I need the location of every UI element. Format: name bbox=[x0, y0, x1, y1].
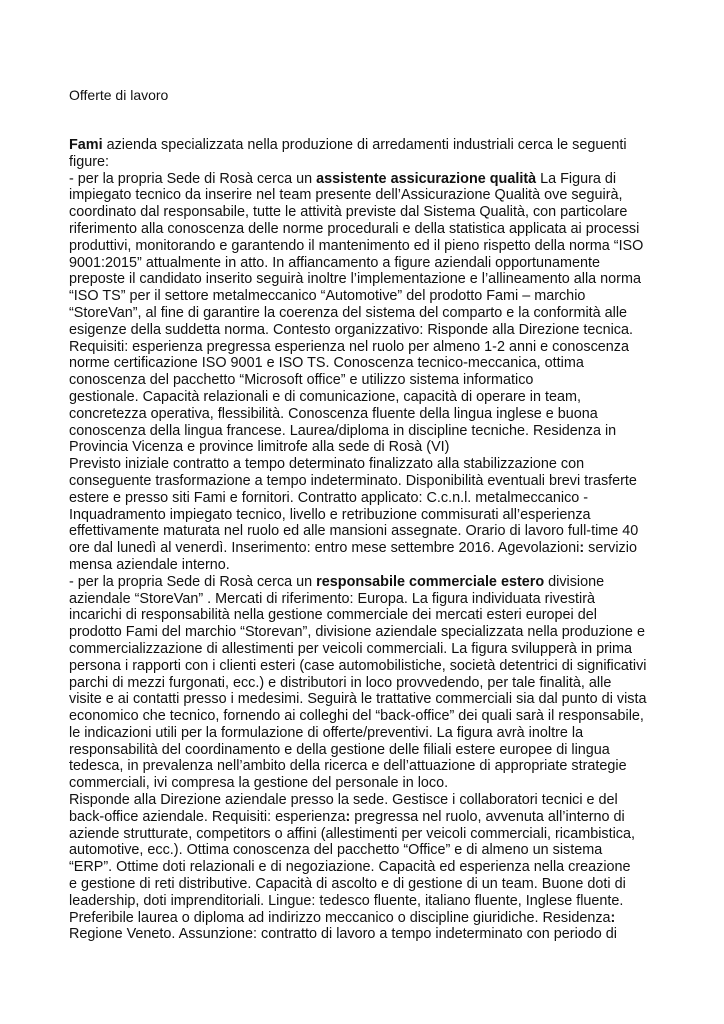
text-segment: conseguente trasformazione a tempo indeterminato. Disponibilità eventuali brevi trasferte bbox=[69, 472, 637, 489]
bold-text: assistente assicurazione qualità bbox=[316, 170, 537, 187]
text-segment: produttivi, monitorando e garantendo il mantenimento ed il pieno rispetto della norma “ISO bbox=[69, 237, 644, 254]
text-segment: esigenze della suddetta norma. Contesto organizzativo: Risponde alla Direzione tecnica. bbox=[69, 321, 633, 338]
text-line bbox=[69, 305, 669, 322]
text-segment: riferimento alla conoscenza delle norme procedurali e della statistica applicata ai processi bbox=[69, 220, 640, 237]
text-segment: Provincia Vicenza e province limitrofe alla sede di Rosà (VI) bbox=[69, 439, 450, 456]
text-line bbox=[69, 926, 669, 943]
text-line bbox=[69, 187, 669, 204]
text-segment: impiegato tecnico da inserire nel team presente dell’Assicurazione Qualità ove seguirà, bbox=[69, 187, 623, 204]
text-line bbox=[69, 322, 669, 339]
text-segment: aziendale “StoreVan” . Mercati di riferimento: Europa. La figura individuata rivestirà bbox=[69, 590, 596, 607]
text-segment: automotive, ecc.). Ottima conoscenza del pacchetto “Office” e di almeno un sistema bbox=[69, 842, 603, 859]
text-segment: leadership, doti imprenditoriali. Lingue: tedesco fluente, italiano fluente, Inglese fluente. bbox=[69, 892, 624, 909]
text-segment: economico che tecnico, fornendo ai colleghi del “back-office” dei quali sarà il responsabile, bbox=[69, 708, 644, 725]
text-segment: azienda specializzata nella produzione di arredamenti industriali cerca le seguenti bbox=[102, 137, 627, 153]
text-line bbox=[69, 221, 669, 238]
text-line bbox=[69, 507, 669, 524]
text-segment: norme certificazione ISO 9001 e ISO TS. Conoscenza tecnico-meccanica, ottima bbox=[69, 355, 584, 372]
text-line bbox=[69, 624, 669, 641]
text-line bbox=[69, 910, 669, 927]
text-line bbox=[69, 423, 669, 440]
text-segment: pregressa nel ruolo, avvenuta all’interno di bbox=[350, 808, 625, 825]
text-segment: Regione Veneto. Assunzione: contratto di lavoro a tempo indeterminato con periodo di bbox=[69, 926, 617, 943]
text-line bbox=[69, 826, 669, 843]
text-line bbox=[69, 607, 669, 624]
document-heading: Offerte di lavoro bbox=[69, 87, 169, 103]
text-segment: “ISO TS” per il settore metalmeccanico “Automotive” del prodotto Fami – marchio bbox=[69, 288, 586, 305]
text-segment: divisione bbox=[544, 573, 605, 590]
text-line bbox=[69, 591, 669, 608]
text-line bbox=[69, 171, 669, 188]
text-line bbox=[69, 523, 669, 540]
text-segment: figure: bbox=[69, 153, 109, 170]
text-segment: “ERP”. Ottime doti relazionali e di negoziazione. Capacità ed esperienza nella creazione bbox=[69, 859, 631, 876]
text-line bbox=[69, 372, 669, 389]
text-segment: tedesca, in prevalenza nell’ambito della ricerca e dell’attuazione di appropriate strategie bbox=[69, 758, 627, 775]
text-segment: servizio bbox=[584, 540, 637, 557]
text-line bbox=[69, 406, 669, 423]
text-segment: Requisiti: esperienza pregressa esperienza nel ruolo per almeno 1-2 anni e conoscenza bbox=[69, 338, 629, 355]
text-segment: e gestione di reti distributive. Capacità di ascolto e di gestione di un team. Buone doti di bbox=[69, 876, 626, 893]
text-segment: Risponde alla Direzione aziendale presso la sede. Gestisce i collaboratori tecnici e del bbox=[69, 792, 618, 809]
text-line bbox=[69, 204, 669, 221]
text-segment: incarichi di responsabilità nella gestione commerciale dei mercati esteri europei del bbox=[69, 607, 597, 624]
bold-text: : bbox=[579, 540, 585, 557]
text-line bbox=[69, 708, 669, 725]
text-segment: concretezza operativa, flessibilità. Conoscenza fluente della lingua inglese e buona bbox=[69, 405, 598, 422]
text-segment: commerciali, ivi compresa la gestione del personale in loco. bbox=[69, 775, 449, 792]
text-segment: parchi di mezzi furgonati, ecc.) e distributori in loco provvedendo, per tale finalità, alle bbox=[69, 674, 612, 691]
text-segment: responsabilità del coordinamento e della gestione delle filiali estere europee di lingua bbox=[69, 741, 610, 758]
text-line bbox=[69, 238, 669, 255]
text-line bbox=[69, 809, 669, 826]
bold-text: Fami bbox=[69, 137, 103, 153]
bold-text: responsabile commerciale estero bbox=[316, 573, 545, 590]
text-segment: visite e ai contatti presso i medesimi. Seguirà le trattative commerciali sia dal punto di vista bbox=[69, 691, 647, 708]
text-line bbox=[69, 742, 669, 759]
text-segment: persona i rapporti con i clienti esteri (case automobilistiche, società detentrici di significativi bbox=[69, 657, 647, 674]
text-segment: conoscenza della lingua francese. Laurea/diploma in discipline tecniche. Residenza in bbox=[69, 422, 617, 439]
text-line bbox=[69, 859, 669, 876]
text-segment: aziende strutturate, competitors o affini (allestimenti per veicoli commerciali, ricambistica, bbox=[69, 825, 635, 842]
text-line bbox=[69, 137, 669, 154]
text-line bbox=[69, 154, 669, 171]
text-line bbox=[69, 658, 669, 675]
text-segment: “StoreVan”, al fine di garantire la coerenza del sistema del comparto e la conformità alle bbox=[69, 304, 628, 321]
text-line bbox=[69, 842, 669, 859]
text-line bbox=[69, 893, 669, 910]
text-segment: - per la propria Sede di Rosà cerca un bbox=[69, 573, 317, 590]
text-segment: le indicazioni utili per la formulazione di offerte/preventivi. La figura avrà inoltre la bbox=[69, 724, 584, 741]
text-segment: coordinato dal responsabile, tutte le attività previste dal Sistema Qualità, con particolare bbox=[69, 204, 628, 221]
text-line bbox=[69, 675, 669, 692]
text-line bbox=[69, 574, 669, 591]
text-line bbox=[69, 792, 669, 809]
text-line bbox=[69, 691, 669, 708]
text-line bbox=[69, 758, 669, 775]
text-segment: 9001:2015” attualmente in atto. In affiancamento a figure aziendali opportunamente bbox=[69, 254, 600, 271]
text-segment: conoscenza del pacchetto “Microsoft office” e utilizzo sistema informatico bbox=[69, 372, 534, 389]
text-segment: estere e presso siti Fami e fornitori. Contratto applicato: C.c.n.l. metalmeccanico - bbox=[69, 489, 589, 506]
text-line bbox=[69, 389, 669, 406]
text-segment: commercializzazione di allestimenti per veicoli commerciali. La figura svilupperà in prima bbox=[69, 640, 633, 657]
text-line bbox=[69, 473, 669, 490]
job-offers-body bbox=[69, 137, 669, 943]
text-segment: back-office aziendale. Requisiti: esperienza bbox=[69, 808, 346, 825]
text-line bbox=[69, 271, 669, 288]
text-segment: Previsto iniziale contratto a tempo determinato finalizzato alla stabilizzazione con bbox=[69, 456, 585, 473]
text-segment: effettivamente maturata nel ruolo ed alle mansioni assegnate. Orario di lavoro full-time 40 bbox=[69, 523, 639, 540]
text-line bbox=[69, 255, 669, 272]
text-line bbox=[69, 439, 669, 456]
text-line bbox=[69, 355, 669, 372]
bold-text: : bbox=[610, 909, 616, 926]
text-line bbox=[69, 641, 669, 658]
text-line bbox=[69, 540, 669, 557]
text-segment: mensa aziendale interno. bbox=[69, 556, 230, 573]
text-line bbox=[69, 557, 669, 574]
text-segment: - per la propria Sede di Rosà cerca un bbox=[69, 170, 317, 187]
text-line bbox=[69, 288, 669, 305]
text-segment: prodotto Fami del marchio “Storevan”, divisione aziendale specializzata nella produzione e bbox=[69, 624, 645, 641]
bold-text: : bbox=[345, 808, 351, 825]
text-segment: Inquadramento impiegato tecnico, livello e retribuzione commisurati all’esperienza bbox=[69, 506, 591, 523]
text-line bbox=[69, 490, 669, 507]
text-segment: La Figura di bbox=[536, 170, 617, 187]
text-segment: Preferibile laurea o diploma ad indirizzo meccanico o discipline giuridiche. Residenza bbox=[69, 909, 611, 926]
text-line bbox=[69, 456, 669, 473]
text-line bbox=[69, 876, 669, 893]
text-segment: ore dal lunedì al venerdì. Inserimento: entro mese settembre 2016. Agevolazioni bbox=[69, 540, 580, 557]
text-line bbox=[69, 339, 669, 356]
text-segment: preposte il candidato inserito seguirà inoltre l’implementazione e l’allineamento alla norma bbox=[69, 271, 641, 288]
text-line bbox=[69, 725, 669, 742]
text-segment: gestionale. Capacità relazionali e di comunicazione, capacità di operare in team, bbox=[69, 388, 581, 405]
text-line bbox=[69, 775, 669, 792]
